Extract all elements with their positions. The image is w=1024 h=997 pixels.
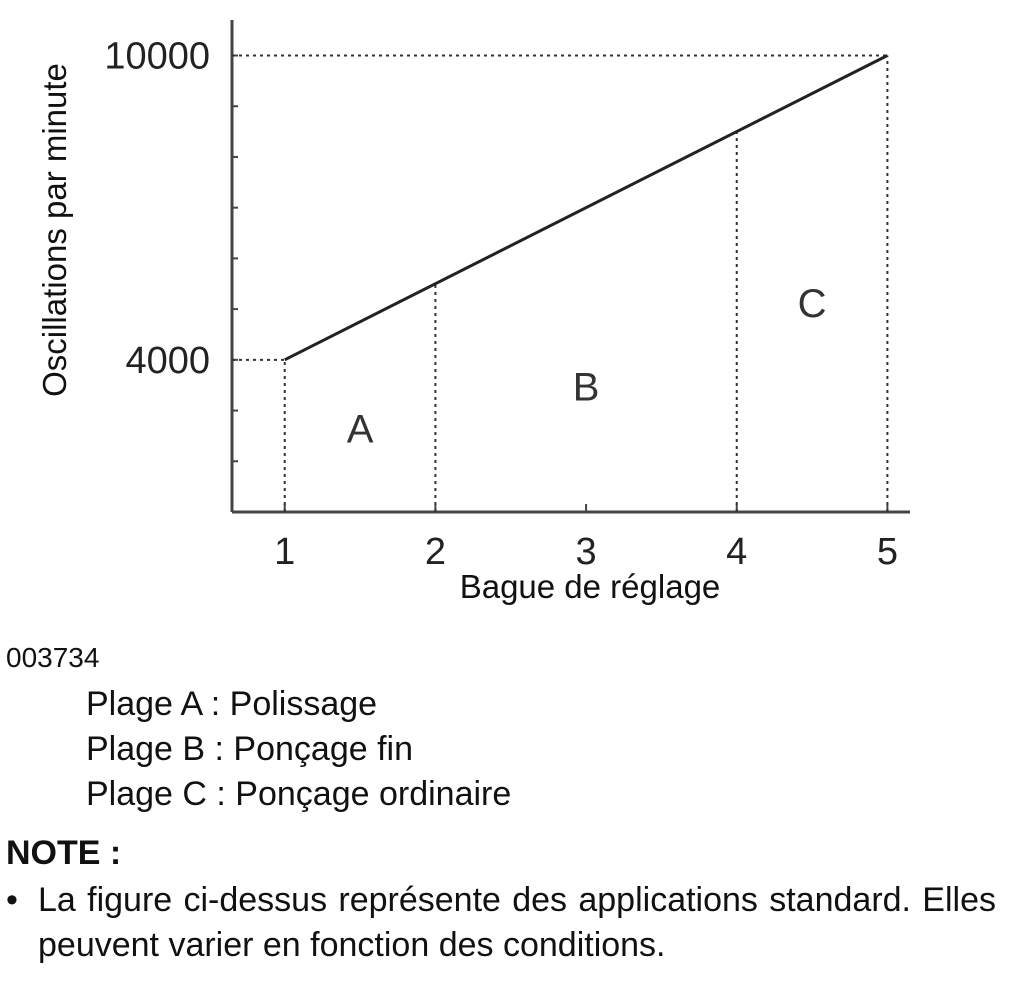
chart-guide-lines bbox=[232, 56, 887, 512]
x-tick-label: 2 bbox=[424, 531, 446, 573]
legend-item-b: Plage B : Ponçage fin bbox=[86, 730, 414, 768]
region-label-b: B bbox=[572, 365, 600, 410]
x-tick-label: 1 bbox=[274, 531, 296, 573]
x-tick-label: 5 bbox=[876, 531, 898, 573]
note-title: NOTE : bbox=[6, 834, 122, 872]
x-tick-label: 4 bbox=[726, 531, 748, 573]
legend-item-c: Plage C : Ponçage ordinaire bbox=[86, 775, 512, 813]
y-axis-title: Oscillations par minute bbox=[36, 63, 73, 397]
figure-id: 003734 bbox=[6, 642, 100, 673]
x-tick-label: 3 bbox=[575, 531, 597, 573]
note-body bbox=[6, 878, 996, 968]
note-text: La figure ci-dessus représente des applications standard. Elles peuvent varier en fonction des conditions. bbox=[38, 881, 996, 964]
chart-tick-labels bbox=[104, 36, 898, 573]
chart-region-labels bbox=[347, 282, 827, 452]
y-tick-label: 4000 bbox=[125, 339, 210, 382]
x-axis-title: Bague de réglage bbox=[459, 568, 721, 605]
region-label-c: C bbox=[797, 281, 827, 326]
note-bullet: • bbox=[6, 881, 18, 919]
region-label-a: A bbox=[346, 407, 374, 452]
y-tick-label: 10000 bbox=[104, 35, 210, 78]
range-legend bbox=[86, 682, 511, 817]
legend-item-a: Plage A : Polissage bbox=[86, 685, 378, 723]
